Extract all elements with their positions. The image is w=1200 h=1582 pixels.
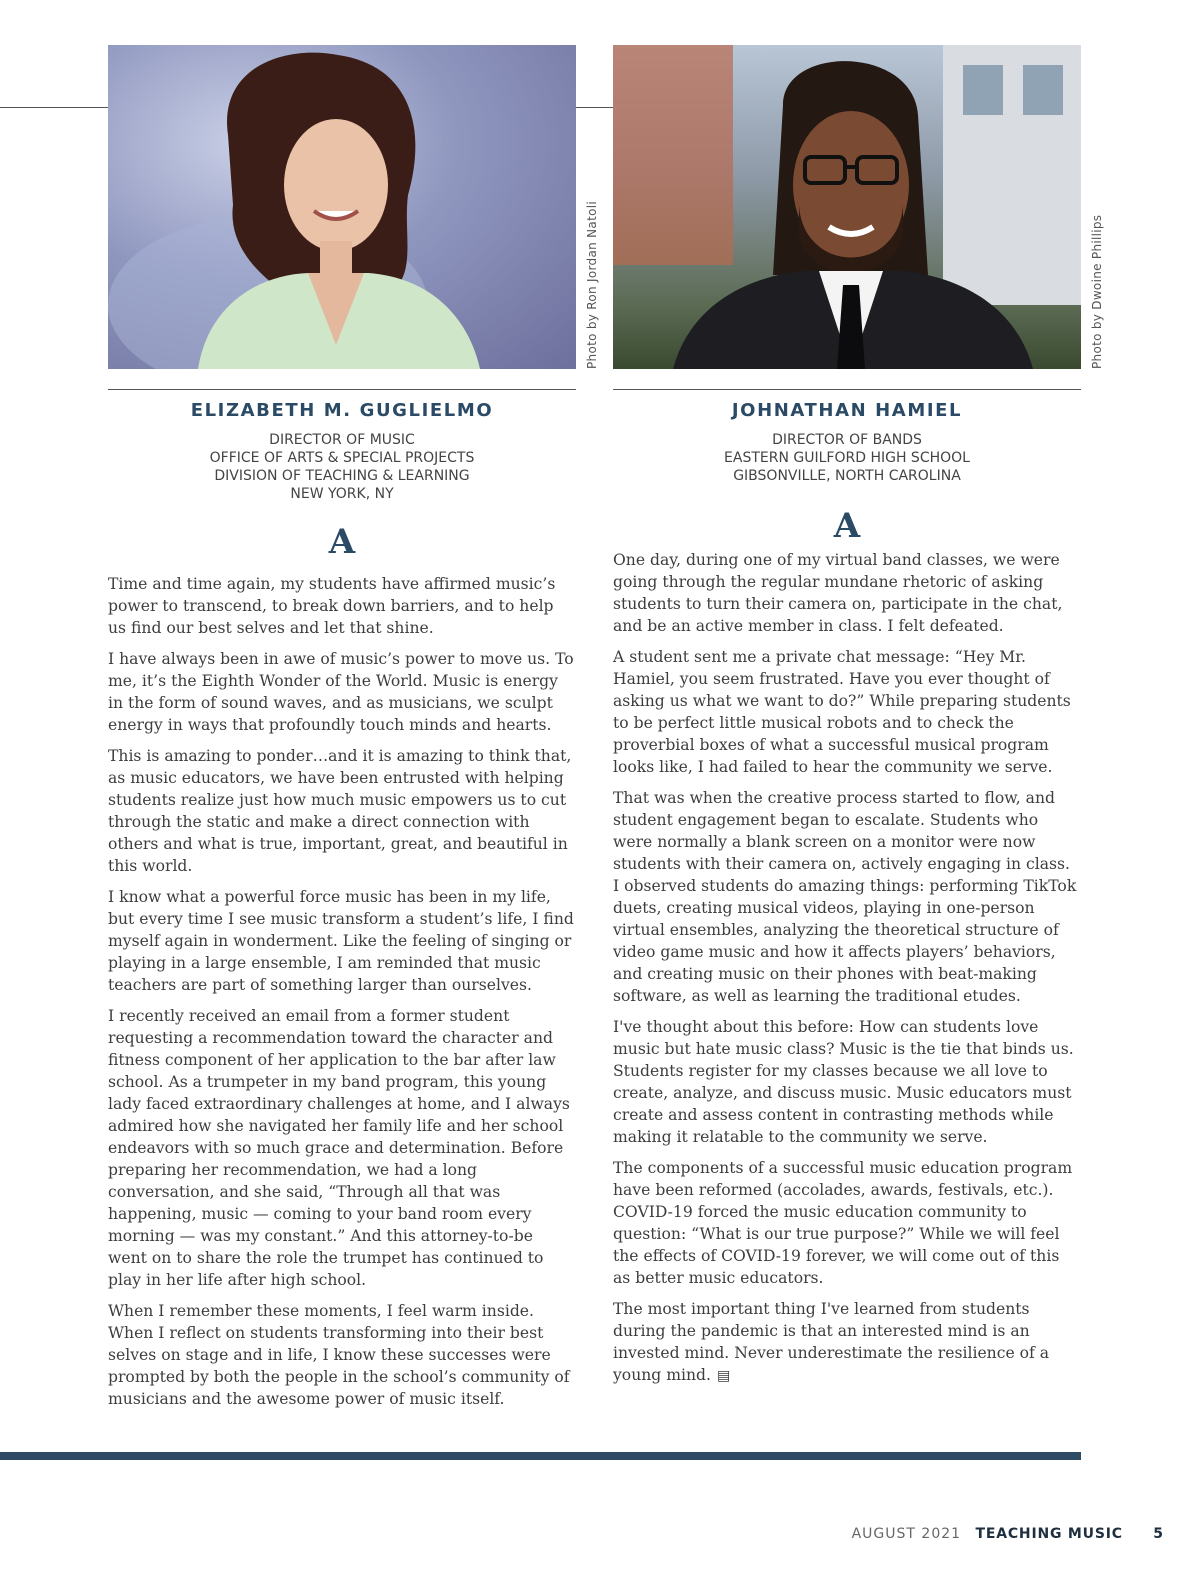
contributor-role	[613, 431, 1081, 485]
paragraph: I recently received an email from a former student requesting a recommendation toward the character and fitness component of her application to the bar after law school. As a trumpeter in my band program, this young lady faced extraordinary challenges at home, and I always admired how she navigated her family life and her school endeavors with so much grace and determination. Before preparing her recommendation, we had a long conversation, and she said, “Through all that was happening, music — coming to your band room every morning — was my constant.” And this attorney-to-be went on to share the role the trumpet has continued to play in her life after high school.	[108, 1007, 570, 1289]
photo-credit: Photo by Dwoine Phillips	[1090, 214, 1104, 369]
answer-mark: A	[328, 522, 356, 562]
role-line: DIRECTOR OF BANDS	[772, 432, 922, 448]
paragraph: That was when the creative process started to flow, and student engagement began to escalate. Students who were normally a blank screen on a monitor were now students with their camera on, actively engaging in class. I observed students do amazing things: performing TikTok duets, creating musical videos, playing in one-person virtual ensembles, analyzing the theoretical structure of video game music and how it affects players’ behaviors, and creating music on their phones with beat-making software, as well as learning the traditional etudes.	[613, 789, 1077, 1005]
paragraph: A student sent me a private chat message: “Hey Mr. Hamiel, you seem frustrated. Have you ever thought of asking us what we want to do?” While preparing students to be perfect little musical robots and to check the proverbial boxes of what a successful musical program looks like, I had failed to hear the community we serve.	[613, 648, 1071, 776]
publication-end-mark-icon: ▤	[716, 1368, 731, 1384]
right-column	[613, 45, 1081, 1396]
role-line: EASTERN GUILFORD HIGH SCHOOL	[724, 450, 970, 466]
paragraph: One day, during one of my virtual band classes, we were going through the regular mundane rhetoric of asking students to turn their camera on, participate in the chat, and be an active member in class. I felt defeated.	[613, 551, 1063, 635]
role-line: DIVISION OF TEACHING & LEARNING	[214, 468, 470, 484]
photo-credit: Photo by Ron Jordan Natoli	[585, 201, 599, 369]
contributor-role	[108, 431, 576, 503]
paragraph: Time and time again, my students have affirmed music’s power to transcend, to break down barriers, and to help us find our best selves and let that shine.	[108, 575, 556, 637]
portrait-illustration	[613, 45, 1081, 369]
answer-mark: A	[833, 506, 861, 546]
paragraph: The components of a successful music education program have been reformed (accolades, awards, festivals, etc.). COVID-19 forced the music education community to question: “What is our true purpose?” While we will feel the effects of COVID-19 forever, we will come out of this as better music educators.	[613, 1159, 1073, 1287]
top-rule-left	[0, 107, 110, 108]
top-rule-middle	[576, 107, 613, 108]
name-divider	[108, 389, 576, 390]
answer-text	[108, 573, 576, 1410]
contributor-name: JOHNATHAN HAMIEL	[731, 400, 963, 421]
contributor-name: ELIZABETH M. GUGLIELMO	[190, 400, 494, 421]
role-line: NEW YORK, NY	[290, 486, 394, 502]
paragraph: I know what a powerful force music has been in my life, but every time I see music transform a student’s life, I find myself again in wonderment. Like the feeling of singing or playing in a large ensemble, I am reminded that music teachers are part of something larger than ourselves.	[108, 888, 574, 994]
role-line: OFFICE OF ARTS & SPECIAL PROJECTS	[209, 450, 475, 466]
bottom-accent-bar	[0, 1452, 1081, 1460]
paragraph: I have always been in awe of music’s power to move us. To me, it’s the Eighth Wonder of the World. Music is energy in the form of sound waves, and as musicians, we sculpt energy in ways that profoundly touch minds and hearts.	[108, 650, 574, 734]
answer-text	[613, 549, 1081, 1387]
role-line: GIBSONVILLE, NORTH CAROLINA	[733, 468, 961, 484]
paragraph-last	[613, 1298, 1081, 1387]
left-column	[108, 45, 576, 1419]
role-line: DIRECTOR OF MUSIC	[269, 432, 415, 448]
portrait-photo-hamiel	[613, 45, 1081, 369]
issue-date: AUGUST 2021	[851, 1526, 962, 1542]
paragraph: I've thought about this before: How can students love music but hate music class? Music is the tie that binds us. Students register for my classes because we all love to create, analyze, and discuss music. Music educators must create and assess content in contrasting methods while making it relatable to the community we serve.	[613, 1018, 1074, 1146]
paragraph-text: The most important thing I've learned from students during the pandemic is that an interested mind is an invested mind. Never underestimate the resilience of a young mind.	[613, 1300, 1050, 1384]
portrait-illustration	[108, 45, 576, 369]
page-footer	[852, 1526, 1163, 1542]
paragraph: This is amazing to ponder…and it is amazing to think that, as music educators, we have been entrusted with helping students realize just how much music empowers us to cut through the static and make a direct connection with others and what is true, important, great, and beautiful in this world.	[108, 747, 572, 875]
name-divider	[613, 389, 1081, 390]
page-number: 5	[1153, 1526, 1163, 1542]
portrait-photo-guglielmo	[108, 45, 576, 369]
magazine-title: TEACHING MUSIC	[975, 1526, 1123, 1542]
paragraph: When I remember these moments, I feel warm inside. When I reflect on students transforming into their best selves on stage and in life, I know these successes were prompted by both the people in the school’s community of musicians and the awesome power of music itself.	[108, 1302, 570, 1408]
